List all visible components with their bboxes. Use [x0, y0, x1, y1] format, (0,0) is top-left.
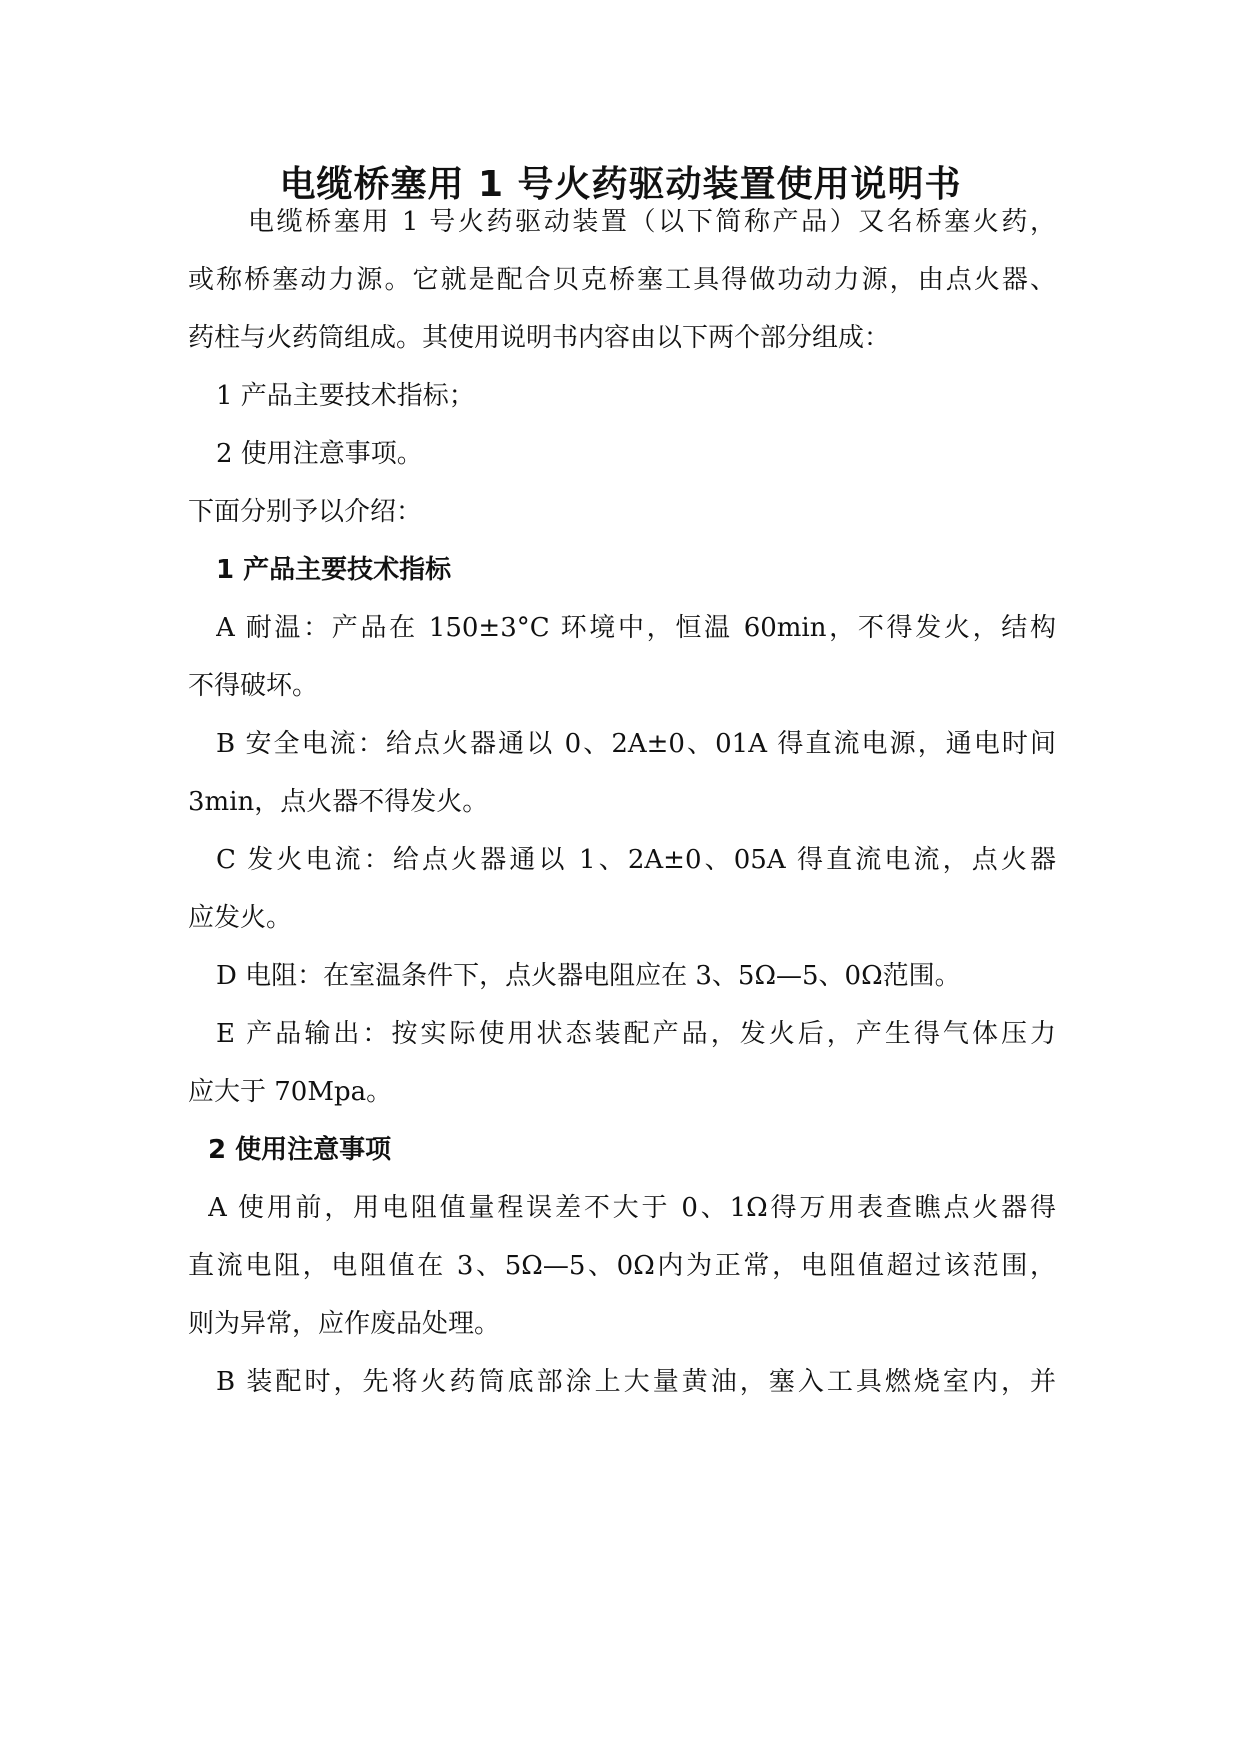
paragraph-line: B 装配时，先将火药筒底部涂上大量黄油，塞入工具燃烧室内，并 — [216, 1367, 1056, 1397]
paragraph-line: E 产品输出：按实际使用状态装配产品，发火后，产生得气体压力 — [216, 1019, 1056, 1049]
paragraph-line: 电缆桥塞用 1 号火药驱动装置（以下简称产品）又名桥塞火药， — [248, 207, 1056, 237]
paragraph-line: D 电阻：在室温条件下，点火器电阻应在 3、5Ω—5、0Ω范围。 — [216, 961, 961, 991]
paragraph-line: B 安全电流：给点火器通以 0、2A±0、01A 得直流电源，通电时间 — [216, 729, 1056, 759]
paragraph-line: 应大于 70Mpa。 — [188, 1077, 393, 1107]
paragraph-line: 直流电阻，电阻值在 3、5Ω—5、0Ω内为正常，电阻值超过该范围， — [188, 1251, 1056, 1281]
paragraph-line: 不得破坏。 — [188, 671, 319, 701]
paragraph-line: 下面分别予以介绍： — [188, 497, 423, 527]
paragraph-line: A 耐温：产品在 150±3°C 环境中，恒温 60min，不得发火，结构 — [216, 613, 1056, 643]
paragraph-line: 或称桥塞动力源。它就是配合贝克桥塞工具得做功动力源，由点火器、 — [188, 265, 1056, 295]
page-title: 电缆桥塞用 1 号火药驱动装置使用说明书 — [279, 164, 962, 205]
paragraph-line: 则为异常，应作废品处理。 — [188, 1309, 501, 1339]
section-heading: 2 使用注意事项 — [208, 1135, 392, 1165]
paragraph-line: C 发火电流：给点火器通以 1、2A±0、05A 得直流电流，点火器 — [216, 845, 1056, 875]
paragraph-line: 应发火。 — [188, 903, 293, 933]
list-item: 2 使用注意事项。 — [216, 439, 423, 469]
section-heading: 1 产品主要技术指标 — [216, 555, 452, 585]
paragraph-line: 3min，点火器不得发火。 — [188, 787, 489, 817]
paragraph-line: 药柱与火药筒组成。其使用说明书内容由以下两个部分组成： — [188, 323, 891, 353]
paragraph-line: A 使用前，用电阻值量程误差不大于 0、1Ω得万用表查瞧点火器得 — [208, 1193, 1056, 1223]
list-item: 1 产品主要技术指标； — [216, 381, 475, 411]
